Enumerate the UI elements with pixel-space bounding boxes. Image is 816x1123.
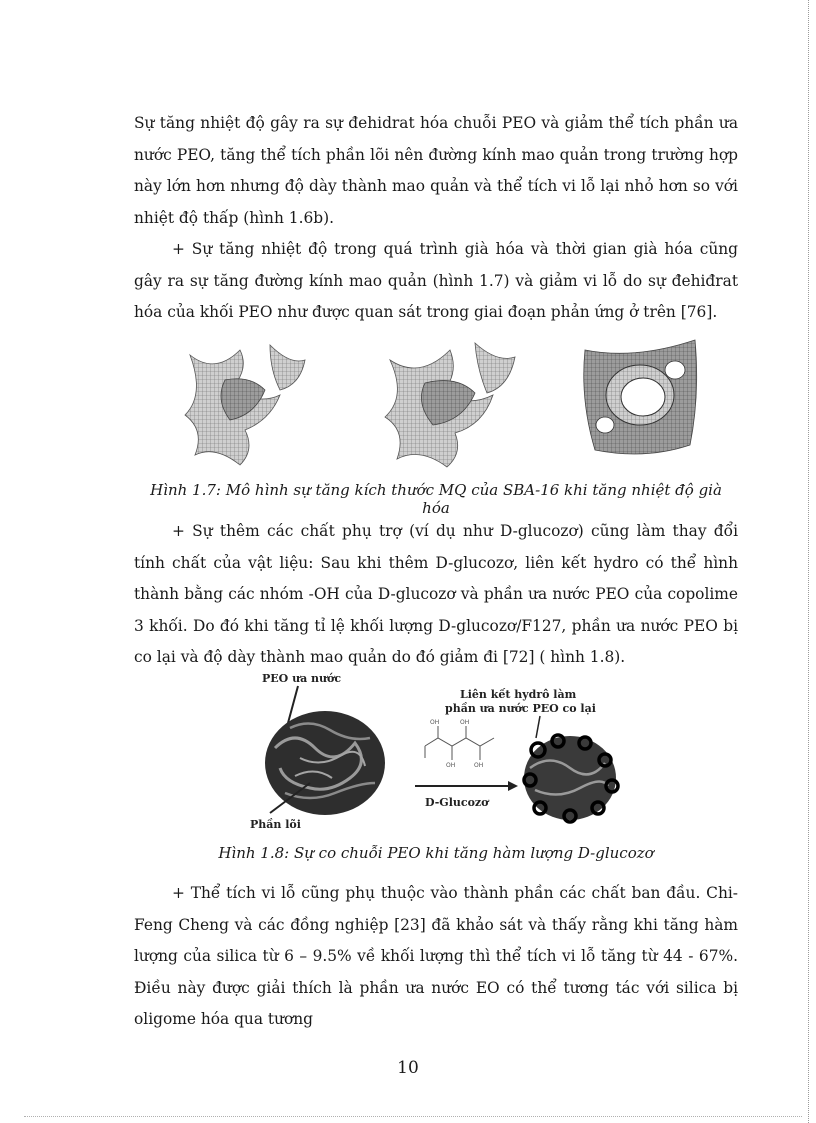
figure-1-8-peo-shrinkage xyxy=(240,668,620,836)
figure-1-8-caption: Hình 1.8: Sự co chuỗi PEO khi tăng hàm lượng D-glucozơ xyxy=(218,844,654,862)
bottom-border xyxy=(24,1116,802,1117)
paragraph-d-glucose: + Sự thêm các chất phụ trợ (ví dụ như D-glucozơ) cũng làm thay đổi tính chất của vật liệu: Sau khi thêm D-glucozơ, liên kết hydro có thể hình thành bằng các nhóm -OH của D-glucozơ và phần ưa nước PEO của copolime 3 khối. Do đó khi tăng tỉ lệ khối lượng D-glucozơ/F127, phần ưa nước PEO bị co lại và độ dày thành mao quản do đó giảm đi [72] ( hình 1.8). xyxy=(134,522,738,666)
pore-model-small xyxy=(185,345,305,465)
pointer-line-hbond xyxy=(536,716,540,738)
label-hbond-line1: Liên kết hydrô làm xyxy=(460,688,577,701)
label-d-glucose-arrow: D-Glucozơ xyxy=(425,796,489,809)
svg-text:OH: OH xyxy=(446,762,456,769)
reaction-arrowhead xyxy=(508,781,518,791)
micelle-before xyxy=(265,711,385,815)
page-number: 10 xyxy=(397,1058,419,1078)
svg-text:OH: OH xyxy=(474,762,484,769)
pore-model-medium xyxy=(385,343,515,467)
micelle-after xyxy=(524,735,618,822)
svg-text:OH: OH xyxy=(460,719,470,726)
paragraph-micropore-volume: + Thể tích vi lỗ cũng phụ thuộc vào thành phần các chất ban đầu. Chi-Feng Cheng và các đồng nghiệp [23] đã khảo sát và thấy rằng khi tăng hàm lượng của silica từ 6 – 9.5% về khối lượng thì thể tích vi lỗ tăng từ 44 - 67%. Điều này được giải thích là phần ưa nước EO có thể tương tác với silica bị oligome hóa qua tương xyxy=(134,884,738,1028)
page-edge xyxy=(808,0,815,1123)
svg-text:OH: OH xyxy=(430,719,440,726)
figure-1-7-caption: Hình 1.7: Mô hình sự tăng kích thước MQ của SBA-16 khi tăng nhiệt độ già hóa xyxy=(150,481,722,517)
paragraph-dehydration: Sự tăng nhiệt độ gây ra sự đehidrat hóa chuỗi PEO và giảm thể tích phần ưa nước PEO, tăng thể tích phần lõi nên đường kính mao quản trong trường hợp này lớn hơn nhưng độ dày thành mao quản và thể tích vi lỗ lại nhỏ hơn so với nhiệt độ thấp (hình 1.6b). xyxy=(134,114,738,227)
pore-model-large xyxy=(584,340,697,454)
glucose-molecule xyxy=(425,719,494,769)
paragraph-aging-temperature: + Sự tăng nhiệt độ trong quá trình già hóa và thời gian già hóa cũng gây ra sự tăng đường kính mao quản (hình 1.7) và giảm vi lỗ do sự đehiđrat hóa của khối PEO như được quan sát trong giai đoạn phản ứng ở trên [76]. xyxy=(134,240,738,321)
label-hbond-line2: phần ưa nước PEO co lại xyxy=(445,702,596,715)
figure-1-7-pore-models xyxy=(170,335,730,470)
label-peo-hydrophilic: PEO ưa nước xyxy=(262,672,342,685)
label-core: Phần lõi xyxy=(250,818,301,831)
